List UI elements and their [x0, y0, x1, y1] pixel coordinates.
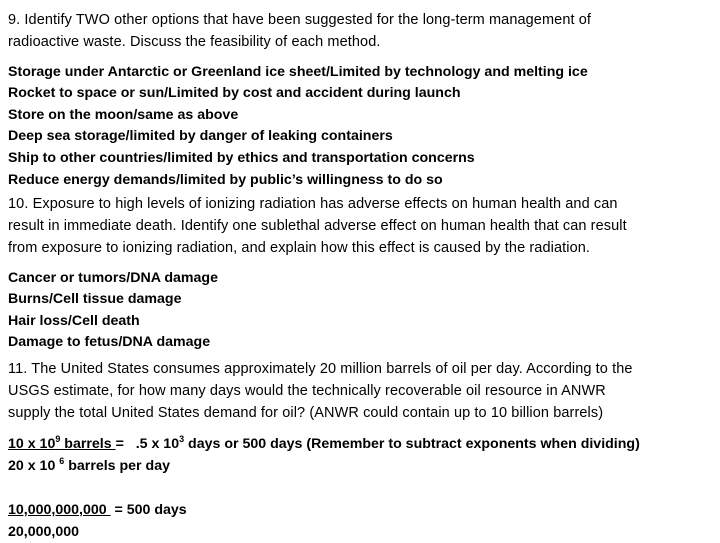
q10-answer-4: Damage to fetus/DNA damage: [8, 334, 211, 350]
q11-calc2-numerator: 10,000,000,000: [8, 502, 111, 518]
q9-line-1: 9. Identify TWO other options that have been suggested for the long-term management of: [8, 12, 592, 28]
q9-answer-1: Storage under Antarctic or Greenland ice sheet/Limited by technology and melting ice: [8, 64, 588, 80]
q10-line-3: from exposure to ionizing radiation, and explain how this effect is caused by the radiation.: [8, 240, 591, 256]
q11-line-2: USGS estimate, for how many days would the technically recoverable oil resource in ANWR: [8, 383, 606, 399]
q9-answer-2: Rocket to space or sun/Limited by cost and accident during launch: [8, 85, 461, 101]
q10-answer-1: Cancer or tumors/DNA damage: [8, 270, 218, 286]
q9-line-2: radioactive waste. Discuss the feasibility of each method.: [8, 34, 381, 50]
q11-line-3: supply the total United States demand for oil? (ANWR could contain up to 10 billion barrels): [8, 405, 604, 421]
q10-line-1: 10. Exposure to high levels of ionizing radiation has adverse effects on human health and can: [8, 196, 618, 212]
q11-line-1: 11. The United States consumes approximately 20 million barrels of oil per day. According to the: [8, 361, 633, 377]
q11-calc1-equals: =: [115, 436, 124, 452]
q9-answer-4: Deep sea storage/limited by danger of leaking containers: [8, 128, 393, 144]
q11-calc2-denominator: 20,000,000: [8, 524, 80, 540]
q11-calc1-numerator: 10 x $10^9$ barrels: [8, 434, 116, 452]
q10-answer-3: Hair loss/Cell death: [8, 313, 140, 329]
q11-calc1-line-1: 10 x $10^9$ barrels = .5 x $10^3$ days or 500 days (Remember to subtract exponents when dividing): [8, 434, 640, 452]
q11-calc2-result: = 500 days: [110, 502, 187, 518]
q9-answer-5: Ship to other countries/limited by ethics and transportation concerns: [8, 150, 475, 166]
q11-calc2-line-1: [8, 499, 187, 521]
q11-calc1-denominator: 20 x 10 $^6$ barrels per day: [8, 456, 170, 474]
q9-answer-6: Reduce energy demands/limited by public’s willingness to do so: [8, 172, 443, 188]
q10-line-2: result in immediate death. Identify one sublethal adverse effect on human health that can result: [8, 218, 627, 234]
q9-answer-3: Store on the moon/same as above: [8, 107, 239, 123]
q10-answer-2: Burns/Cell tissue damage: [8, 291, 182, 307]
